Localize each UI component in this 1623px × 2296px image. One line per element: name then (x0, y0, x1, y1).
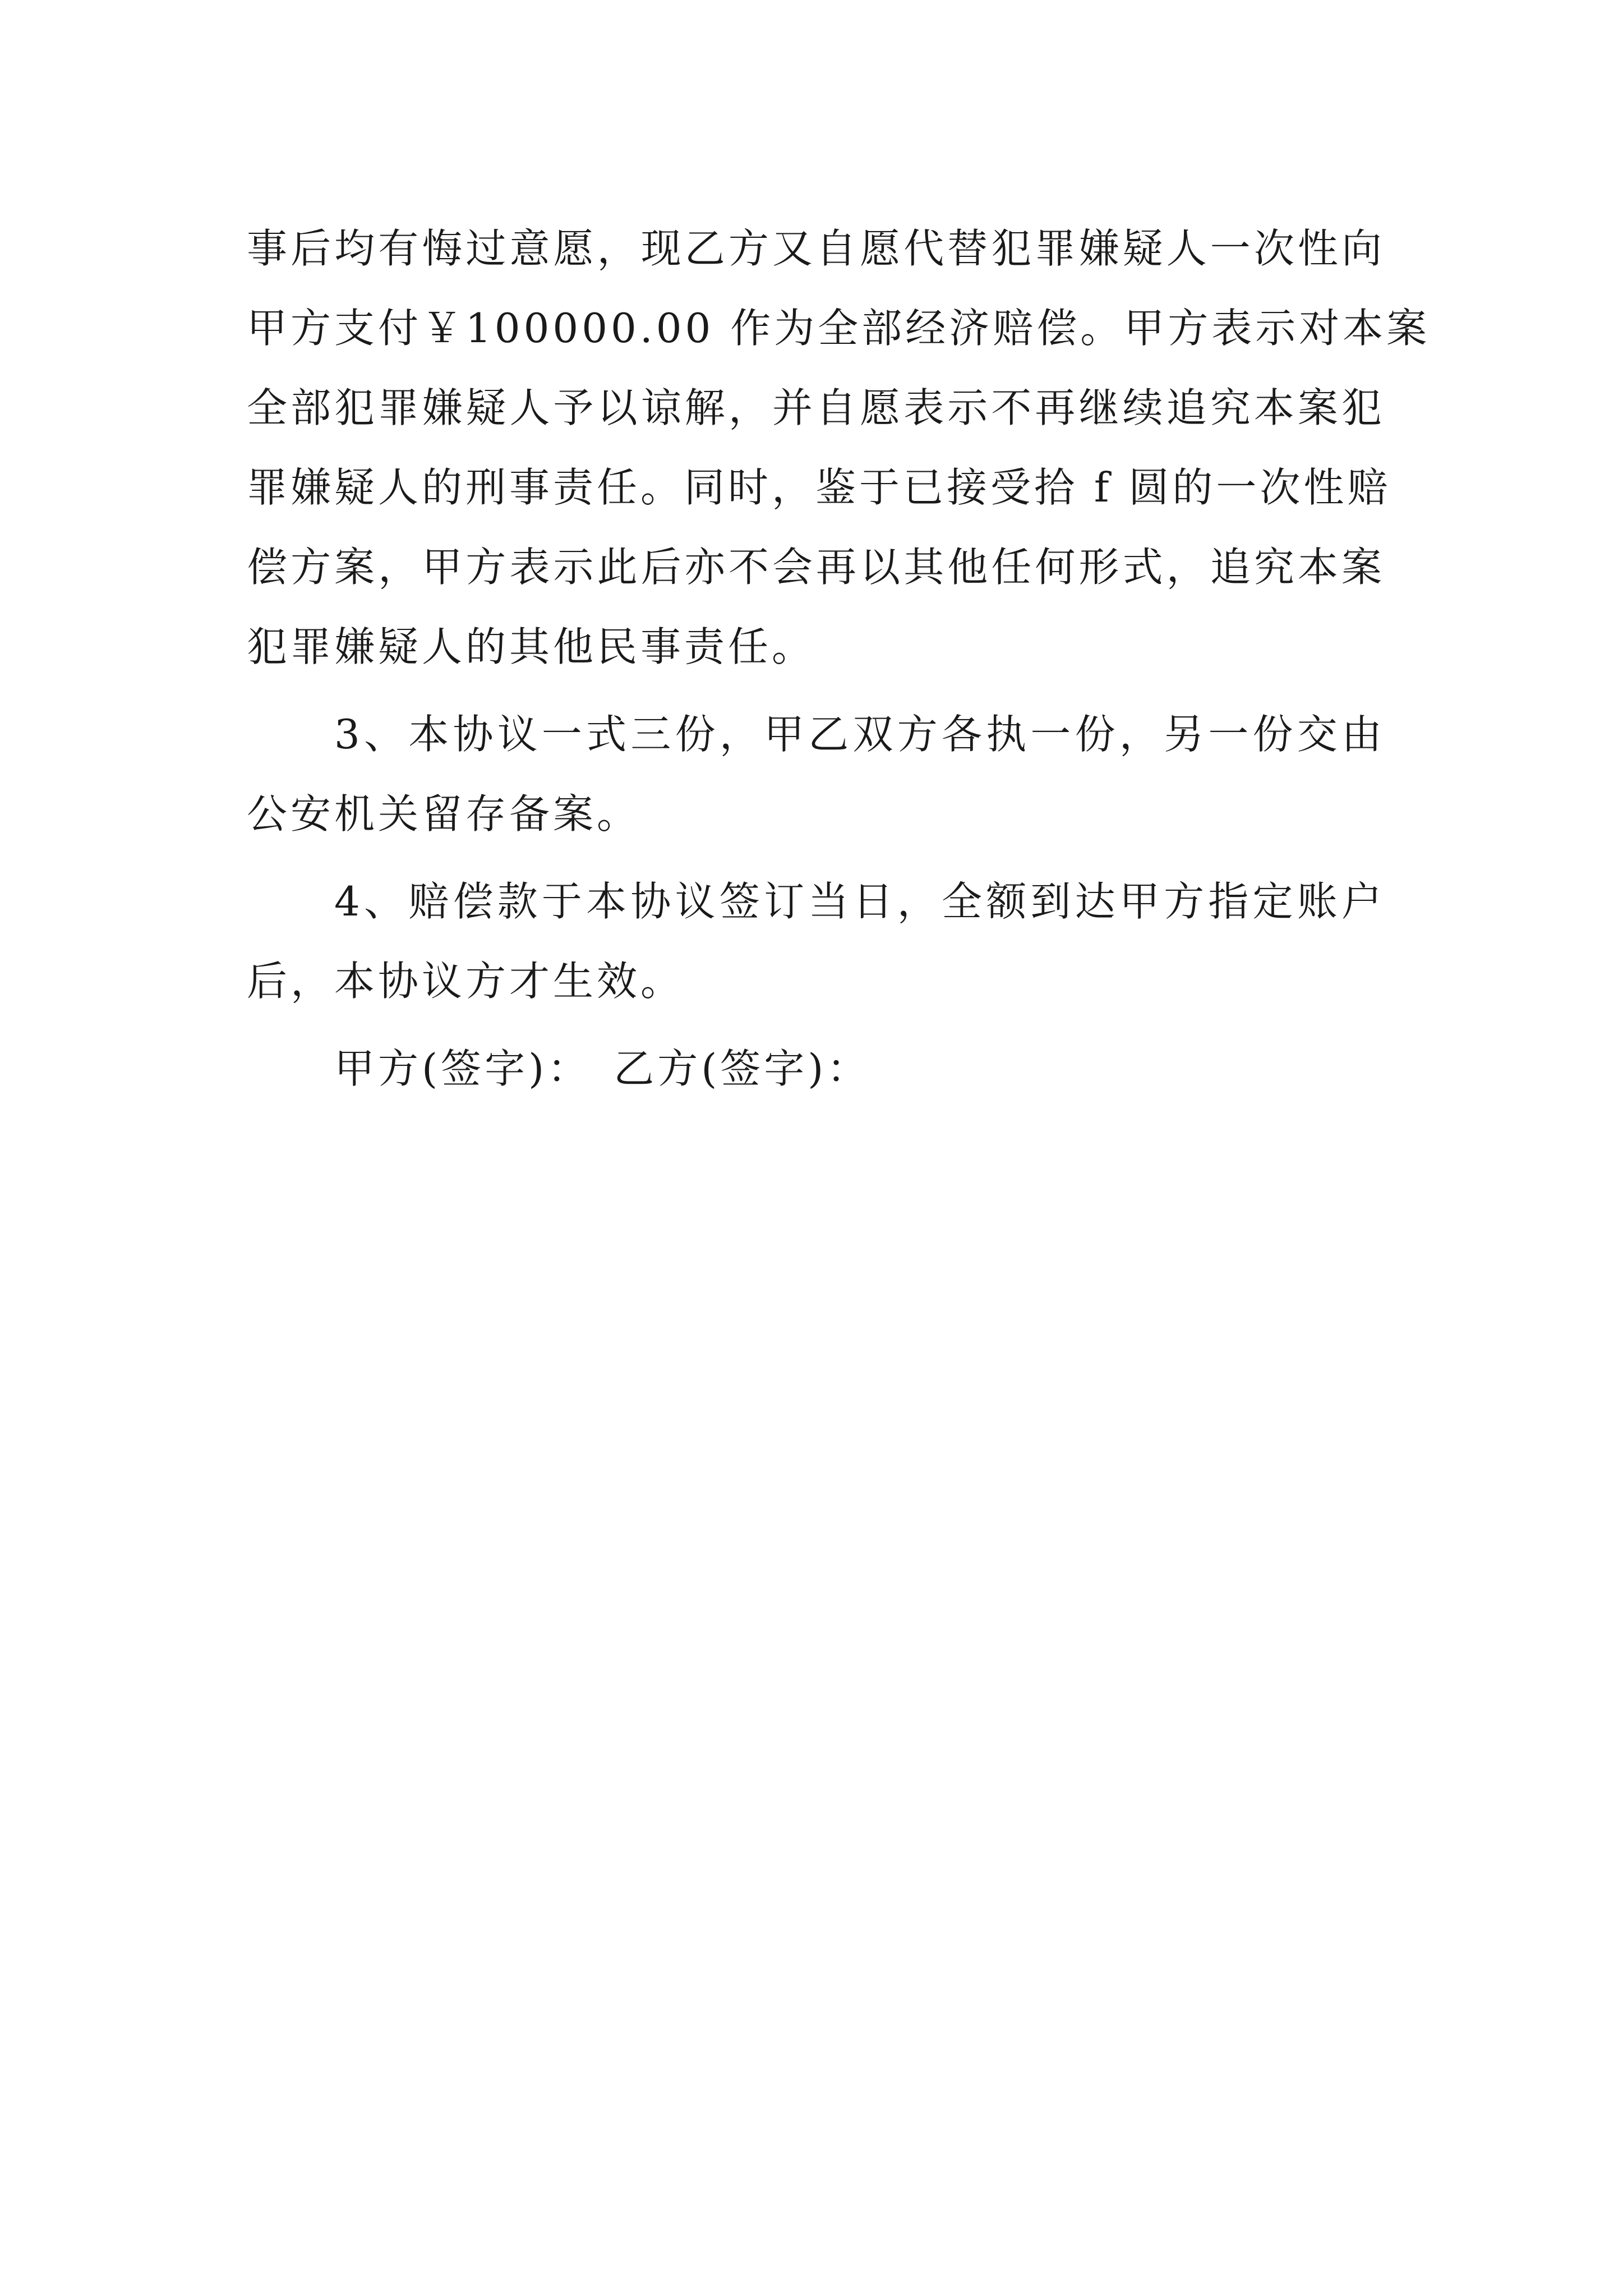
paragraph-copies (247, 694, 1385, 854)
paragraph-line: 后，本协议方才生效。 (247, 958, 685, 1005)
paragraph-line: 4、赔偿款于本协议签订当日，全额到达甲方指定账户 (334, 878, 1385, 925)
paragraph-line: 偿方案，甲方表示此后亦不会再以其他任何形式，追究本案 (247, 544, 1385, 591)
party-a-signature-label: 甲方(签字)： (334, 1045, 592, 1092)
paragraph-line: 公安机关留存备案。 (247, 790, 641, 838)
paragraph-line: 3、本协议一式三份，甲乙双方各执一份，另一份交由 (334, 711, 1385, 758)
party-b-signature-label: 乙方(签字)： (614, 1045, 871, 1092)
paragraph-line: 犯罪嫌疑人的其他民事责任。 (247, 623, 816, 670)
paragraph-line: 事后均有悔过意愿，现乙方又自愿代替犯罪嫌疑人一次性向 (247, 225, 1385, 272)
signature-line (247, 1029, 1385, 1108)
paragraph-effective (247, 862, 1385, 1021)
document-body (247, 209, 1431, 1108)
paragraph-line: 全部犯罪嫌疑人予以谅解，并自愿表示不再继续追究本案犯 (247, 384, 1385, 431)
paragraph-compensation (247, 209, 1431, 687)
paragraph-line: 甲方支付￥100000.00 作为全部经济赔偿。甲方表示对本案 (247, 305, 1431, 352)
paragraph-line: 罪嫌疑人的刑事责任。同时，鉴于已接受拾 f 圆的一次性赔 (247, 464, 1391, 511)
